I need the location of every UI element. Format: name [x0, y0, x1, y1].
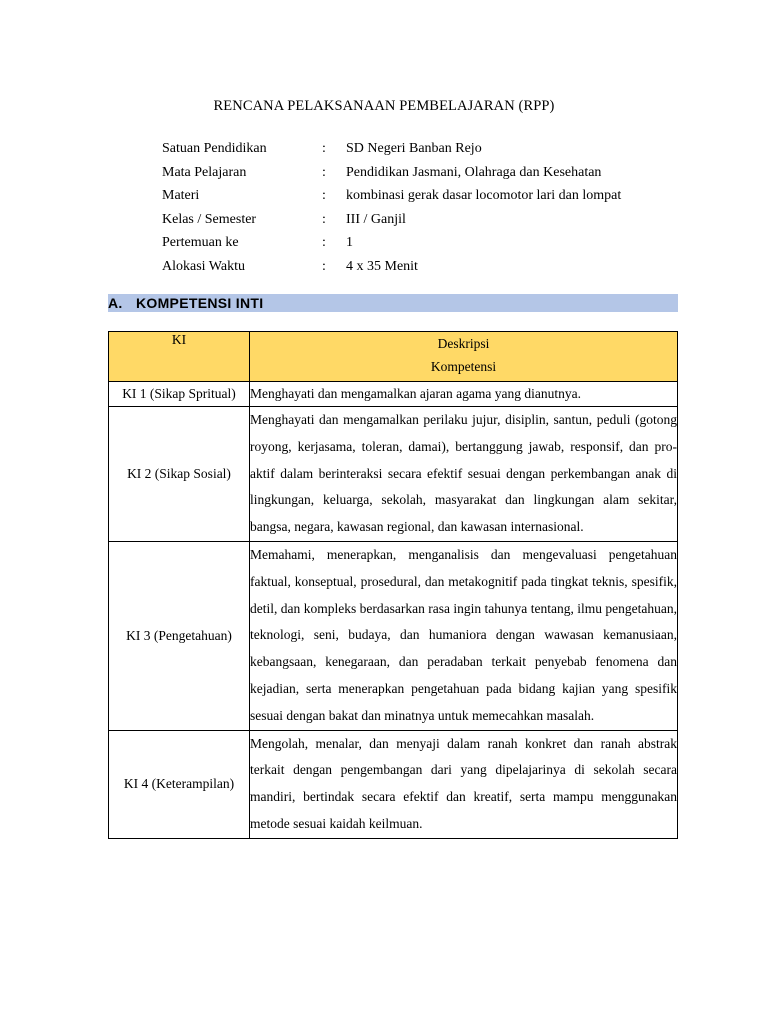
info-row-alokasi-waktu [162, 258, 621, 282]
info-row-kelas-semester [162, 211, 621, 235]
info-value: Pendidikan Jasmani, Olahraga dan Kesehatan [346, 164, 602, 180]
description-cell: Mengolah, menalar, dan menyaji dalam ranah konkret dan ranah abstrak terkait dengan pengembangan dari yang dipelajarinya di sekolah secara mandiri, bertindak secara efektif dan kreatif, serta mampu menggunakan metode sesuai kaidah keilmuan. [250, 730, 678, 838]
table-row [109, 382, 678, 407]
kompetensi-inti-table [108, 331, 678, 839]
table-header-row [109, 332, 678, 382]
header-line: Kompetensi [430, 359, 497, 374]
column-header-ki: KI [109, 332, 250, 382]
info-row-mata-pelajaran [162, 164, 621, 188]
section-heading-kompetensi-inti [108, 294, 678, 312]
info-row-pertemuan [162, 234, 621, 258]
info-colon: : [322, 164, 326, 180]
info-colon: : [322, 141, 326, 156]
table-row [109, 407, 678, 542]
info-colon: : [322, 188, 326, 204]
table-row [109, 541, 678, 730]
ki-cell: KI 3 (Pengetahuan) [109, 541, 250, 730]
table-row [109, 730, 678, 838]
info-label: Pertemuan ke [162, 235, 239, 251]
header-line: Deskripsi [437, 336, 490, 351]
info-value: kombinasi gerak dasar locomotor lari dan lompat [346, 188, 622, 204]
document-title: RENCANA PELAKSANAAN PEMBELAJARAN (RPP) [213, 98, 555, 114]
info-value: III / Ganjil [346, 211, 406, 227]
description-cell: Memahami, menerapkan, menganalisis dan mengevaluasi pengetahuan faktual, konseptual, prosedural, dan metakognitif pada tingkat teknis, spesifik, detil, dan kompleks berdasarkan rasa ingin tahunya tentang, ilmu pengetahuan, teknologi, seni, budaya, dan humaniora dengan wawasan kemanusiaan, kebangsaan, kenegaraan, dan peradaban terkait penyebab fenomena dan kejadian, serta menerapkan pengetahuan pada bidang kajian yang spesifik sesuai dengan bakat dan minatnya untuk memecahkan masalah. [250, 541, 678, 730]
section-letter: A. [108, 295, 123, 311]
info-row-satuan-pendidikan [162, 140, 621, 164]
info-label: Satuan Pendidikan [162, 141, 267, 156]
info-colon: : [322, 211, 326, 227]
info-value: 1 [346, 235, 353, 251]
ki-cell: KI 4 (Keterampilan) [109, 730, 250, 838]
ki-cell: KI 2 (Sikap Sosial) [109, 407, 250, 542]
info-label: Alokasi Waktu [162, 258, 245, 274]
info-label: Materi [162, 188, 200, 204]
description-cell: Menghayati dan mengamalkan perilaku jujur, disiplin, santun, peduli (gotong royong, kerjasama, toleran, damai), bertanggung jawab, responsif, dan pro-aktif dalam berinteraksi secara efektif sesuai dengan perkembangan anak di lingkungan, keluarga, sekolah, masyarakat dan lingkungan alam sekitar, bangsa, negara, kawasan regional, dan kawasan internasional. [250, 407, 678, 542]
ki-cell: KI 1 (Sikap Spritual) [109, 382, 250, 407]
info-row-materi [162, 187, 621, 211]
section-heading-text: KOMPETENSI INTI [136, 295, 264, 311]
column-header-deskripsi [250, 332, 678, 382]
description-cell: Menghayati dan mengamalkan ajaran agama yang dianutnya. [250, 382, 678, 407]
info-label: Mata Pelajaran [162, 164, 247, 180]
info-colon: : [322, 258, 326, 274]
identity-block [162, 140, 621, 282]
info-value: SD Negeri Banban Rejo [346, 141, 482, 156]
info-value: 4 x 35 Menit [346, 258, 418, 274]
info-label: Kelas / Semester [162, 211, 257, 227]
info-colon: : [322, 235, 326, 251]
